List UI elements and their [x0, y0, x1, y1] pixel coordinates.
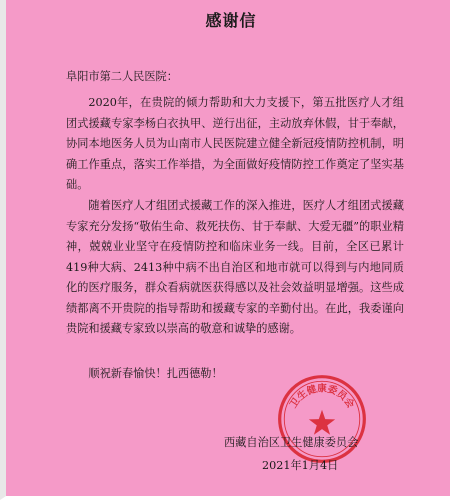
closing-greeting: 顺祝新春愉快！扎西德勒！ [88, 367, 223, 380]
letter-date: 2021年1月4日 [262, 459, 339, 472]
seal-text: 卫生健康委员会 [288, 383, 356, 411]
letter-title: 感谢信 [205, 11, 257, 30]
star-icon [309, 410, 335, 435]
salutation: 阜阳市第二人民医院： [66, 70, 178, 83]
body-paragraph-1: 2020年，在贵院的倾力帮助和大力支援下，第五批医疗人才组团式援藏专家李杨白衣执甲、逆行出征，主动放弃休假，甘于奉献，协同本地医务人员为山南市人民医院建立健全新冠疫情防控机制，明确工作重点，落实工作举措，为全面做好疫情防控工作奠定了坚实基础。 [66, 96, 404, 191]
signer: 西藏自治区卫生健康委员会 [224, 436, 359, 449]
body-paragraph-2: 随着医疗人才组团式援藏工作的深入推进，医疗人才组团式援藏专家充分发扬“敬佑生命、救死扶伤、甘于奉献、大爱无疆”的职业精神，兢兢业业坚守在疫情防控和临床业务一线。目前，全区已累计419种大病、2413种中病不出自治区和地市就可以得到与内地同质化的医疗服务，群众看病就医获得感以及社会效益明显增强。这些成绩都离不开贵院的指导帮助和援藏专家的辛勤付出。在此，我委谨向贵院和援藏专家致以崇高的敬意和诚挚的感谢。 [66, 199, 404, 335]
official-seal [276, 373, 368, 465]
